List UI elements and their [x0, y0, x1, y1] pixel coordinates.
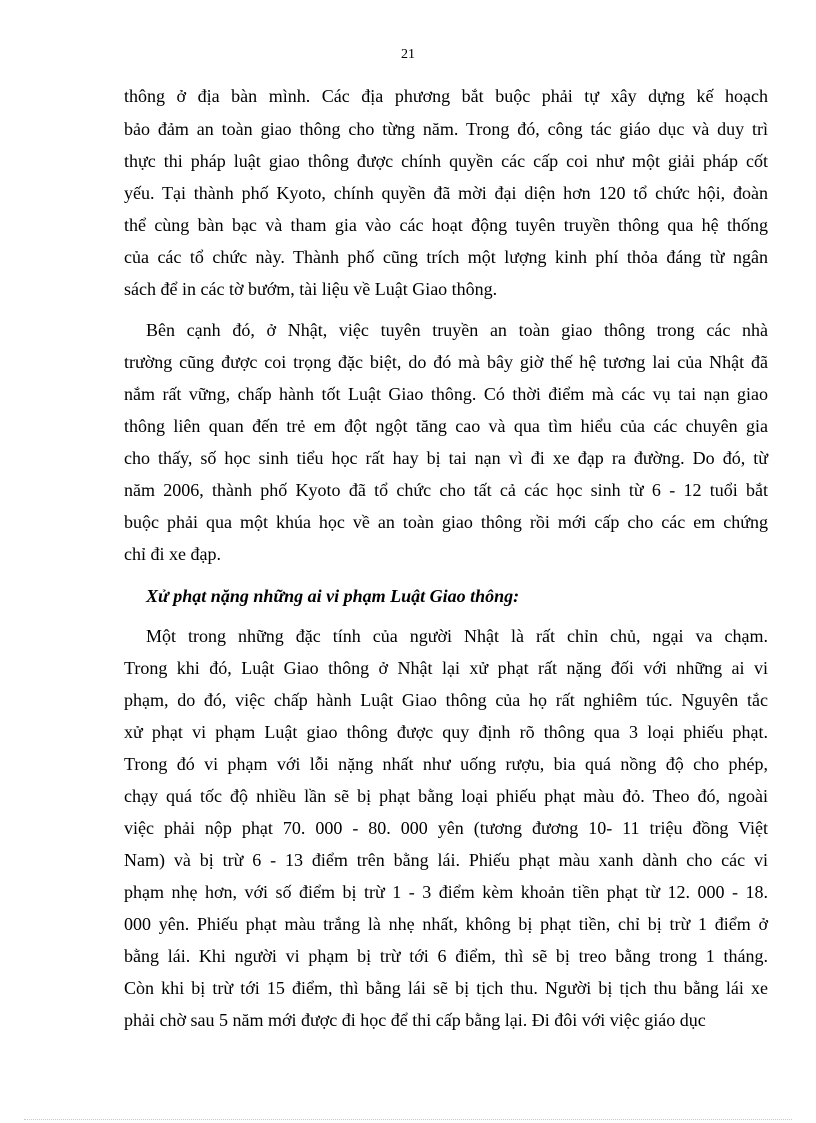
- paragraph-line: bằng lái. Khi người vi phạm bị trừ tới 6 điểm, thì sẽ bị treo bằng trong 1 tháng.: [124, 946, 768, 966]
- paragraph-line: thông ở địa bàn mình. Các địa phương bắt buộc phải tự xây dựng kế hoạch: [124, 86, 768, 106]
- page-number: 21: [401, 47, 415, 62]
- paragraph-line: của các tổ chức này. Thành phố cũng trích một lượng kinh phí thỏa đáng từ ngân: [124, 247, 768, 267]
- paragraph-line: thể cùng bàn bạc và tham gia vào các hoạt động tuyên truyền thông qua hệ thống: [124, 215, 768, 235]
- paragraph-line: Còn khi bị trừ tới 15 điểm, thì bằng lái sẽ bị tịch thu. Người bị tịch thu bằng lái xe: [124, 978, 768, 998]
- paragraph-line: chạy quá tốc độ nhiều lần sẽ bị phạt bằng loại phiếu phạt màu đỏ. Theo đó, ngoài: [124, 786, 768, 806]
- paragraph-line: phải chờ sau 5 năm mới được đi học để thi cấp bằng lại. Đi đôi với việc giáo dục: [124, 1010, 706, 1030]
- paragraph-line: sách để in các tờ bướm, tài liệu về Luật Giao thông.: [124, 279, 498, 299]
- paragraph-line: Nam) và bị trừ 6 - 13 điểm trên bằng lái. Phiếu phạt màu xanh dành cho các vi: [124, 850, 768, 870]
- paragraph-line: bảo đảm an toàn giao thông cho từng năm. Trong đó, công tác giáo dục và duy trì: [124, 119, 768, 139]
- section-heading: Xử phạt nặng những ai vi phạm Luật Giao thông:: [146, 586, 520, 606]
- paragraph-line: phạm, do đó, việc chấp hành Luật Giao thông của họ rất nghiêm túc. Nguyên tắc: [124, 690, 768, 710]
- paragraph-line: nắm rất vững, chấp hành tốt Luật Giao thông. Có thời điểm mà các vụ tai nạn giao: [124, 384, 768, 404]
- paragraph-line: cho thấy, số học sinh tiểu học rất hay bị tai nạn vì đi xe đạp ra đường. Do đó, từ: [124, 448, 768, 468]
- paragraph-line: thực thi pháp luật giao thông được chính quyền các cấp coi như một giải pháp cốt: [124, 151, 768, 171]
- paragraph-line: năm 2006, thành phố Kyoto đã tổ chức cho tất cả các học sinh từ 6 - 12 tuổi bắt: [124, 480, 768, 500]
- paragraph-line: thông liên quan đến trẻ em đột ngột tăng cao và qua tìm hiểu của các chuyên gia: [124, 416, 768, 436]
- paragraph-line: yếu. Tại thành phố Kyoto, chính quyền đã mời đại diện hơn 120 tổ chức hội, đoàn: [124, 183, 768, 203]
- paragraph-line: 000 yên. Phiếu phạt màu trắng là nhẹ nhất, không bị phạt tiền, chỉ bị trừ 1 điểm ở: [124, 914, 768, 934]
- paragraph-line: chỉ đi xe đạp.: [124, 544, 221, 564]
- footer-divider: [24, 1119, 792, 1120]
- paragraph-line: việc phải nộp phạt 70. 000 - 80. 000 yên (tương đương 10- 11 triệu đồng Việt: [124, 818, 768, 838]
- paragraph-line: xử phạt vi phạm Luật giao thông được quy định rõ thông qua 3 loại phiếu phạt.: [124, 722, 768, 742]
- paragraph-line: Một trong những đặc tính của người Nhật là rất chỉn chủ, ngại va chạm.: [146, 626, 768, 646]
- paragraph-line: Trong đó vi phạm với lỗi nặng nhất như uống rượu, bia quá nồng độ cho phép,: [124, 754, 768, 774]
- paragraph-line: trường cũng được coi trọng đặc biệt, do đó mà bây giờ thế hệ tương lai của Nhật đã: [124, 352, 768, 372]
- paragraph-line: buộc phải qua một khúa học về an toàn giao thông rồi mới cấp cho các em chứng: [124, 512, 768, 532]
- paragraph-line: Trong khi đó, Luật Giao thông ở Nhật lại xử phạt rất nặng đối với những ai vi: [124, 658, 768, 678]
- paragraph-line: phạm nhẹ hơn, với số điểm bị trừ 1 - 3 điểm kèm khoản tiền phạt từ 12. 000 - 18.: [124, 882, 768, 902]
- paragraph-line: Bên cạnh đó, ở Nhật, việc tuyên truyền an toàn giao thông trong các nhà: [146, 320, 768, 340]
